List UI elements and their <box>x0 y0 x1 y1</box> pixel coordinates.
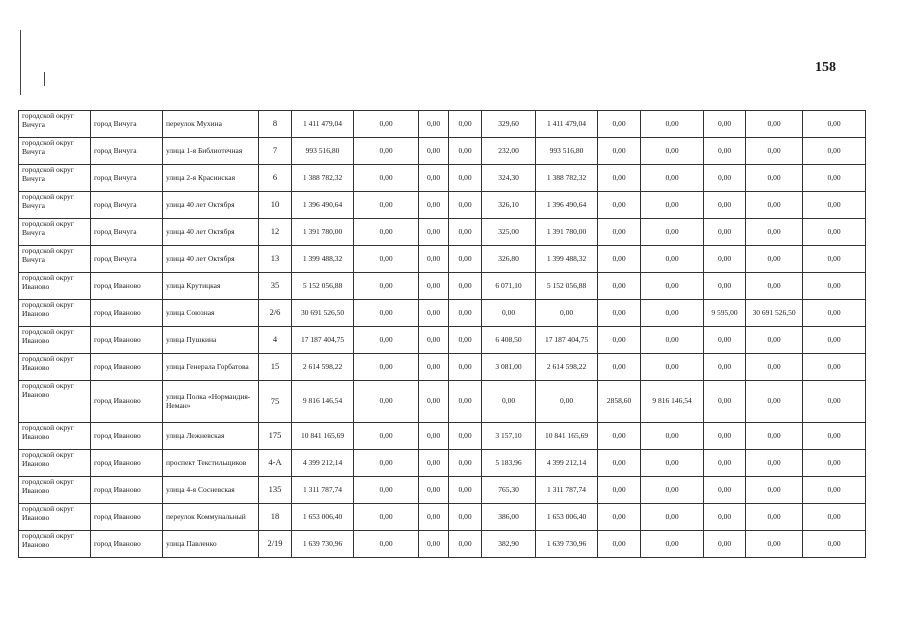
value-cell-4: 0,00 <box>598 504 641 531</box>
value-cell-6: 0,00 <box>704 354 746 381</box>
district-cell: городской округ Иваново <box>19 504 91 531</box>
value-cell-1: 0,00 <box>354 300 419 327</box>
sum-cell: 0,00 <box>536 381 598 423</box>
value-cell-1: 0,00 <box>354 219 419 246</box>
street-cell: улица 40 лет Октября <box>163 219 259 246</box>
city-cell: город Иваново <box>91 531 163 558</box>
value-cell-5: 9 816 146,54 <box>641 381 704 423</box>
value-cell-4: 0,00 <box>598 111 641 138</box>
table-row <box>19 504 866 531</box>
value-cell-3: 0,00 <box>449 504 482 531</box>
street-cell: улица 1-я Библиотечная <box>163 138 259 165</box>
value-cell-4: 0,00 <box>598 219 641 246</box>
value-cell-1: 0,00 <box>354 381 419 423</box>
scan-mark-left-line <box>20 30 21 95</box>
value-cell-3: 0,00 <box>449 327 482 354</box>
value-cell-2: 0,00 <box>419 381 449 423</box>
area-cell: 325,00 <box>482 219 536 246</box>
street-cell: улица 4-я Сосневская <box>163 477 259 504</box>
area-cell: 324,30 <box>482 165 536 192</box>
house-number-cell: 2/19 <box>259 531 292 558</box>
value-cell-3: 0,00 <box>449 111 482 138</box>
value-cell-6: 0,00 <box>704 192 746 219</box>
street-cell: улица 40 лет Октября <box>163 192 259 219</box>
district-cell: городской округ Иваново <box>19 273 91 300</box>
area-cell: 3 081,00 <box>482 354 536 381</box>
value-cell-6: 0,00 <box>704 531 746 558</box>
value-cell-2: 0,00 <box>419 450 449 477</box>
sum-cell: 2 614 598,22 <box>536 354 598 381</box>
table-row <box>19 111 866 138</box>
street-cell: улица Союзная <box>163 300 259 327</box>
table-row <box>19 138 866 165</box>
value-cell-7: 0,00 <box>746 423 803 450</box>
city-cell: город Иваново <box>91 423 163 450</box>
value-cell-7: 0,00 <box>746 504 803 531</box>
city-cell: город Вичуга <box>91 138 163 165</box>
value-cell-8: 0,00 <box>803 381 866 423</box>
value-cell-7: 0,00 <box>746 273 803 300</box>
value-cell-5: 0,00 <box>641 246 704 273</box>
value-cell-4: 0,00 <box>598 165 641 192</box>
value-cell-4: 0,00 <box>598 192 641 219</box>
value-cell-8: 0,00 <box>803 327 866 354</box>
sum-cell: 1 396 490,64 <box>536 192 598 219</box>
value-cell-5: 0,00 <box>641 354 704 381</box>
value-cell-4: 2858,60 <box>598 381 641 423</box>
value-cell-7: 30 691 526,50 <box>746 300 803 327</box>
total-cost-cell: 993 516,80 <box>292 138 354 165</box>
house-number-cell: 175 <box>259 423 292 450</box>
page-number: 158 <box>815 60 836 75</box>
value-cell-3: 0,00 <box>449 354 482 381</box>
total-cost-cell: 1 391 780,00 <box>292 219 354 246</box>
value-cell-4: 0,00 <box>598 531 641 558</box>
sum-cell: 1 639 730,96 <box>536 531 598 558</box>
value-cell-7: 0,00 <box>746 165 803 192</box>
value-cell-7: 0,00 <box>746 192 803 219</box>
city-cell: город Вичуга <box>91 246 163 273</box>
value-cell-3: 0,00 <box>449 381 482 423</box>
value-cell-3: 0,00 <box>449 273 482 300</box>
table-row <box>19 192 866 219</box>
table-row <box>19 531 866 558</box>
value-cell-3: 0,00 <box>449 300 482 327</box>
area-cell: 0,00 <box>482 381 536 423</box>
table-row <box>19 273 866 300</box>
sum-cell: 1 399 488,32 <box>536 246 598 273</box>
value-cell-7: 0,00 <box>746 111 803 138</box>
street-cell: улица Генерала Горбатова <box>163 354 259 381</box>
value-cell-1: 0,00 <box>354 138 419 165</box>
value-cell-5: 0,00 <box>641 192 704 219</box>
value-cell-5: 0,00 <box>641 477 704 504</box>
total-cost-cell: 17 187 404,75 <box>292 327 354 354</box>
street-cell: переулок Коммунальный <box>163 504 259 531</box>
value-cell-2: 0,00 <box>419 300 449 327</box>
value-cell-5: 0,00 <box>641 165 704 192</box>
value-cell-7: 0,00 <box>746 138 803 165</box>
value-cell-6: 0,00 <box>704 504 746 531</box>
value-cell-2: 0,00 <box>419 138 449 165</box>
value-cell-1: 0,00 <box>354 327 419 354</box>
city-cell: город Иваново <box>91 300 163 327</box>
value-cell-7: 0,00 <box>746 219 803 246</box>
sum-cell: 1 388 782,32 <box>536 165 598 192</box>
city-cell: город Иваново <box>91 273 163 300</box>
city-cell: город Иваново <box>91 381 163 423</box>
total-cost-cell: 1 411 479,04 <box>292 111 354 138</box>
district-cell: городской округ Вичуга <box>19 192 91 219</box>
city-cell: город Иваново <box>91 327 163 354</box>
value-cell-4: 0,00 <box>598 423 641 450</box>
sum-cell: 1 653 006,40 <box>536 504 598 531</box>
value-cell-4: 0,00 <box>598 138 641 165</box>
value-cell-1: 0,00 <box>354 531 419 558</box>
sum-cell: 10 841 165,69 <box>536 423 598 450</box>
value-cell-1: 0,00 <box>354 111 419 138</box>
area-cell: 6 071,10 <box>482 273 536 300</box>
total-cost-cell: 1 399 488,32 <box>292 246 354 273</box>
value-cell-1: 0,00 <box>354 504 419 531</box>
value-cell-1: 0,00 <box>354 192 419 219</box>
total-cost-cell: 30 691 526,50 <box>292 300 354 327</box>
value-cell-4: 0,00 <box>598 327 641 354</box>
value-cell-3: 0,00 <box>449 423 482 450</box>
value-cell-7: 0,00 <box>746 327 803 354</box>
table-row <box>19 246 866 273</box>
value-cell-6: 0,00 <box>704 138 746 165</box>
value-cell-8: 0,00 <box>803 165 866 192</box>
area-cell: 6 408,50 <box>482 327 536 354</box>
area-cell: 386,00 <box>482 504 536 531</box>
value-cell-6: 0,00 <box>704 423 746 450</box>
city-cell: город Иваново <box>91 354 163 381</box>
district-cell: городской округ Иваново <box>19 327 91 354</box>
area-cell: 765,30 <box>482 477 536 504</box>
total-cost-cell: 1 653 006,40 <box>292 504 354 531</box>
value-cell-5: 0,00 <box>641 300 704 327</box>
street-cell: переулок Мухина <box>163 111 259 138</box>
sum-cell: 17 187 404,75 <box>536 327 598 354</box>
value-cell-8: 0,00 <box>803 477 866 504</box>
table-row <box>19 300 866 327</box>
street-cell: улица Павленко <box>163 531 259 558</box>
total-cost-cell: 1 311 787,74 <box>292 477 354 504</box>
value-cell-3: 0,00 <box>449 246 482 273</box>
sum-cell: 4 399 212,14 <box>536 450 598 477</box>
value-cell-6: 0,00 <box>704 477 746 504</box>
house-number-cell: 12 <box>259 219 292 246</box>
value-cell-8: 0,00 <box>803 219 866 246</box>
value-cell-7: 0,00 <box>746 477 803 504</box>
house-number-cell: 18 <box>259 504 292 531</box>
register-table <box>18 110 866 558</box>
district-cell: городской округ Иваново <box>19 300 91 327</box>
value-cell-3: 0,00 <box>449 477 482 504</box>
value-cell-8: 0,00 <box>803 423 866 450</box>
district-cell: городской округ Иваново <box>19 531 91 558</box>
house-number-cell: 6 <box>259 165 292 192</box>
table-row <box>19 354 866 381</box>
value-cell-8: 0,00 <box>803 300 866 327</box>
value-cell-1: 0,00 <box>354 246 419 273</box>
sum-cell: 0,00 <box>536 300 598 327</box>
district-cell: городской округ Иваново <box>19 354 91 381</box>
house-number-cell: 8 <box>259 111 292 138</box>
value-cell-1: 0,00 <box>354 273 419 300</box>
value-cell-8: 0,00 <box>803 531 866 558</box>
area-cell: 5 183,96 <box>482 450 536 477</box>
district-cell: городской округ Вичуга <box>19 165 91 192</box>
value-cell-1: 0,00 <box>354 477 419 504</box>
value-cell-7: 0,00 <box>746 531 803 558</box>
house-number-cell: 135 <box>259 477 292 504</box>
value-cell-4: 0,00 <box>598 450 641 477</box>
street-cell: улица 40 лет Октября <box>163 246 259 273</box>
value-cell-6: 0,00 <box>704 273 746 300</box>
value-cell-5: 0,00 <box>641 423 704 450</box>
house-number-cell: 4-А <box>259 450 292 477</box>
value-cell-4: 0,00 <box>598 246 641 273</box>
district-cell: городской округ Иваново <box>19 381 91 423</box>
district-cell: городской округ Иваново <box>19 423 91 450</box>
house-number-cell: 2/6 <box>259 300 292 327</box>
total-cost-cell: 9 816 146,54 <box>292 381 354 423</box>
total-cost-cell: 1 388 782,32 <box>292 165 354 192</box>
value-cell-2: 0,00 <box>419 273 449 300</box>
house-number-cell: 7 <box>259 138 292 165</box>
value-cell-6: 0,00 <box>704 219 746 246</box>
value-cell-5: 0,00 <box>641 138 704 165</box>
value-cell-4: 0,00 <box>598 300 641 327</box>
total-cost-cell: 1 396 490,64 <box>292 192 354 219</box>
value-cell-8: 0,00 <box>803 354 866 381</box>
area-cell: 382,90 <box>482 531 536 558</box>
street-cell: проспект Текстильщиков <box>163 450 259 477</box>
total-cost-cell: 5 152 056,88 <box>292 273 354 300</box>
table-row <box>19 327 866 354</box>
table-row <box>19 219 866 246</box>
value-cell-3: 0,00 <box>449 219 482 246</box>
street-cell: улица Пушкина <box>163 327 259 354</box>
house-number-cell: 4 <box>259 327 292 354</box>
city-cell: город Вичуга <box>91 192 163 219</box>
district-cell: городской округ Иваново <box>19 450 91 477</box>
total-cost-cell: 10 841 165,69 <box>292 423 354 450</box>
value-cell-8: 0,00 <box>803 504 866 531</box>
value-cell-2: 0,00 <box>419 477 449 504</box>
district-cell: городской округ Вичуга <box>19 246 91 273</box>
area-cell: 329,60 <box>482 111 536 138</box>
value-cell-5: 0,00 <box>641 327 704 354</box>
value-cell-5: 0,00 <box>641 111 704 138</box>
value-cell-4: 0,00 <box>598 273 641 300</box>
value-cell-8: 0,00 <box>803 111 866 138</box>
city-cell: город Вичуга <box>91 219 163 246</box>
value-cell-6: 0,00 <box>704 246 746 273</box>
value-cell-7: 0,00 <box>746 246 803 273</box>
area-cell: 326,10 <box>482 192 536 219</box>
value-cell-2: 0,00 <box>419 504 449 531</box>
value-cell-2: 0,00 <box>419 354 449 381</box>
value-cell-1: 0,00 <box>354 354 419 381</box>
register-table-wrapper <box>18 110 866 558</box>
district-cell: городской округ Иваново <box>19 477 91 504</box>
table-row <box>19 381 866 423</box>
table-row <box>19 450 866 477</box>
total-cost-cell: 2 614 598,22 <box>292 354 354 381</box>
value-cell-3: 0,00 <box>449 138 482 165</box>
value-cell-2: 0,00 <box>419 192 449 219</box>
total-cost-cell: 4 399 212,14 <box>292 450 354 477</box>
sum-cell: 1 411 479,04 <box>536 111 598 138</box>
value-cell-7: 0,00 <box>746 354 803 381</box>
value-cell-7: 0,00 <box>746 450 803 477</box>
value-cell-6: 0,00 <box>704 111 746 138</box>
value-cell-2: 0,00 <box>419 219 449 246</box>
value-cell-8: 0,00 <box>803 273 866 300</box>
area-cell: 232,00 <box>482 138 536 165</box>
sum-cell: 1 391 780,00 <box>536 219 598 246</box>
value-cell-2: 0,00 <box>419 423 449 450</box>
value-cell-3: 0,00 <box>449 450 482 477</box>
value-cell-6: 0,00 <box>704 165 746 192</box>
value-cell-8: 0,00 <box>803 192 866 219</box>
value-cell-6: 0,00 <box>704 327 746 354</box>
value-cell-1: 0,00 <box>354 423 419 450</box>
street-cell: улица Полка «Нормандия-Неман» <box>163 381 259 423</box>
value-cell-1: 0,00 <box>354 450 419 477</box>
area-cell: 326,80 <box>482 246 536 273</box>
value-cell-2: 0,00 <box>419 531 449 558</box>
value-cell-2: 0,00 <box>419 327 449 354</box>
value-cell-2: 0,00 <box>419 246 449 273</box>
total-cost-cell: 1 639 730,96 <box>292 531 354 558</box>
street-cell: улица Крутицкая <box>163 273 259 300</box>
value-cell-7: 0,00 <box>746 381 803 423</box>
street-cell: улица Лежневская <box>163 423 259 450</box>
city-cell: город Иваново <box>91 477 163 504</box>
district-cell: городской округ Вичуга <box>19 111 91 138</box>
value-cell-6: 0,00 <box>704 450 746 477</box>
table-row <box>19 165 866 192</box>
table-row <box>19 423 866 450</box>
district-cell: городской округ Вичуга <box>19 219 91 246</box>
area-cell: 3 157,10 <box>482 423 536 450</box>
value-cell-2: 0,00 <box>419 165 449 192</box>
value-cell-6: 0,00 <box>704 381 746 423</box>
value-cell-3: 0,00 <box>449 192 482 219</box>
area-cell: 0,00 <box>482 300 536 327</box>
district-cell: городской округ Вичуга <box>19 138 91 165</box>
house-number-cell: 10 <box>259 192 292 219</box>
sum-cell: 5 152 056,88 <box>536 273 598 300</box>
value-cell-4: 0,00 <box>598 477 641 504</box>
value-cell-3: 0,00 <box>449 165 482 192</box>
value-cell-5: 0,00 <box>641 273 704 300</box>
value-cell-5: 0,00 <box>641 450 704 477</box>
value-cell-4: 0,00 <box>598 354 641 381</box>
value-cell-5: 0,00 <box>641 531 704 558</box>
sum-cell: 993 516,80 <box>536 138 598 165</box>
value-cell-8: 0,00 <box>803 246 866 273</box>
house-number-cell: 13 <box>259 246 292 273</box>
house-number-cell: 75 <box>259 381 292 423</box>
value-cell-2: 0,00 <box>419 111 449 138</box>
value-cell-5: 0,00 <box>641 219 704 246</box>
city-cell: город Иваново <box>91 450 163 477</box>
city-cell: город Вичуга <box>91 111 163 138</box>
house-number-cell: 15 <box>259 354 292 381</box>
sum-cell: 1 311 787,74 <box>536 477 598 504</box>
city-cell: город Иваново <box>91 504 163 531</box>
city-cell: город Вичуга <box>91 165 163 192</box>
house-number-cell: 35 <box>259 273 292 300</box>
scan-mark-left-tick <box>44 72 45 86</box>
table-row <box>19 477 866 504</box>
value-cell-8: 0,00 <box>803 450 866 477</box>
table-body <box>19 111 866 558</box>
value-cell-6: 9 595,00 <box>704 300 746 327</box>
value-cell-8: 0,00 <box>803 138 866 165</box>
value-cell-3: 0,00 <box>449 531 482 558</box>
value-cell-5: 0,00 <box>641 504 704 531</box>
street-cell: улица 2-я Красинская <box>163 165 259 192</box>
value-cell-1: 0,00 <box>354 165 419 192</box>
